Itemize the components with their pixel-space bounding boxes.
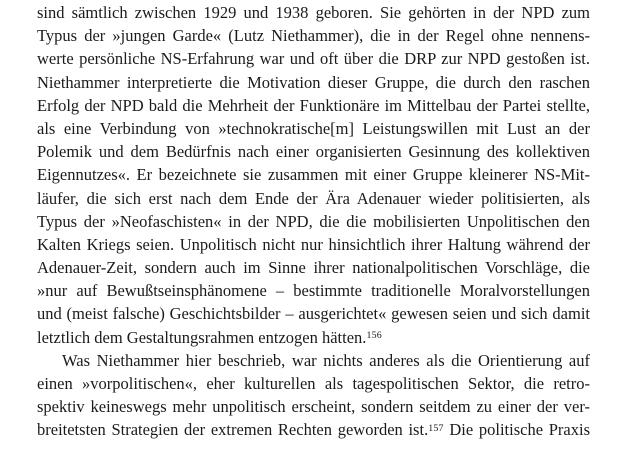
text-line bbox=[37, 279, 590, 302]
line-text: breitetsten Strategien der extremen Rechten geworden ist. bbox=[37, 420, 429, 440]
line-text: »nur auf Bewußtseinsphänomene – bestimmte traditionelle Moralvorstellungen bbox=[37, 281, 590, 301]
line-text: Eigennutzes«. Er bezeichnete sie zusammen mit einer Gruppe kleinerer NS-Mit- bbox=[37, 165, 590, 185]
text-block bbox=[37, 1, 590, 442]
text-line bbox=[37, 210, 590, 233]
text-line bbox=[37, 71, 590, 94]
line-text: läufer, die sich erst nach dem Ende der Ära Adenauer wieder politisierten, als bbox=[37, 188, 590, 208]
text-line bbox=[37, 256, 590, 279]
line-text: Kalten Kriegs seien. Unpolitisch nicht nur hinsichtlich ihrer Haltung während der bbox=[37, 234, 590, 254]
footnote-reference: 157 bbox=[428, 422, 444, 434]
text-line bbox=[37, 94, 590, 117]
line-text: und (meist falsche) Geschichtsbilder – ausgerichtet« gewesen seien und sich damit bbox=[37, 304, 590, 324]
text-line bbox=[37, 302, 590, 325]
line-text: einen »vorpolitischen«, eher kulturellen als tagespolitischen Sektor, die retro- bbox=[37, 374, 590, 393]
text-line bbox=[37, 187, 590, 210]
line-text: Erfolg der NPD bald die Mehrheit der Funktionäre im Mittelbau der Partei stellte, bbox=[37, 95, 590, 115]
text-line bbox=[37, 1, 590, 24]
text-line bbox=[37, 349, 590, 372]
text-line bbox=[37, 163, 590, 186]
text-line bbox=[37, 326, 590, 349]
line-text: letztlich dem Gestaltungsrahmen entzogen hätten. bbox=[37, 327, 367, 347]
line-text: spektiv keineswegs mehr unpolitisch erscheint, sondern seitdem zu einer der ver- bbox=[37, 397, 590, 417]
text-line bbox=[37, 372, 590, 395]
line-text-after-footnote: Die politische Praxis bbox=[443, 420, 590, 440]
line-text: Typus der »jungen Garde« (Lutz Niethammer), die in der Regel ohne nennens- bbox=[37, 26, 590, 46]
text-line bbox=[37, 47, 590, 70]
line-text: Niethammer interpretierte die Motivation dieser Gruppe, die durch den raschen bbox=[37, 72, 590, 92]
text-line bbox=[37, 117, 590, 140]
text-line bbox=[37, 140, 590, 163]
text-line bbox=[37, 395, 590, 418]
footnote-reference: 156 bbox=[366, 330, 382, 342]
line-text: Polemik und dem Bedürfnis nach einer organisierten Gesinnung des kollektiven bbox=[37, 142, 590, 162]
line-text: Adenauer-Zeit, sondern auch im Sinne ihrer nationalpolitischen Vorschläge, die bbox=[37, 258, 590, 278]
line-text: Was Niethammer hier beschrieb, war nichts anderes als die Orientierung auf bbox=[62, 350, 590, 370]
line-text: als eine Verbindung von »technokratische[m] Leistungswillen mit Lust an der bbox=[37, 118, 590, 138]
text-line bbox=[37, 233, 590, 256]
line-text: sind sämtlich zwischen 1929 und 1938 geboren. Sie gehörten in der NPD zum bbox=[37, 3, 590, 22]
line-text: werte persönliche NS-Erfahrung war und oft über die DRP zur NPD gestoßen ist. bbox=[37, 49, 590, 69]
text-line bbox=[37, 24, 590, 47]
line-text: Typus der »Neofaschisten« in der NPD, die die mobilisierten Unpolitischen den bbox=[37, 211, 590, 231]
text-line bbox=[37, 418, 590, 441]
